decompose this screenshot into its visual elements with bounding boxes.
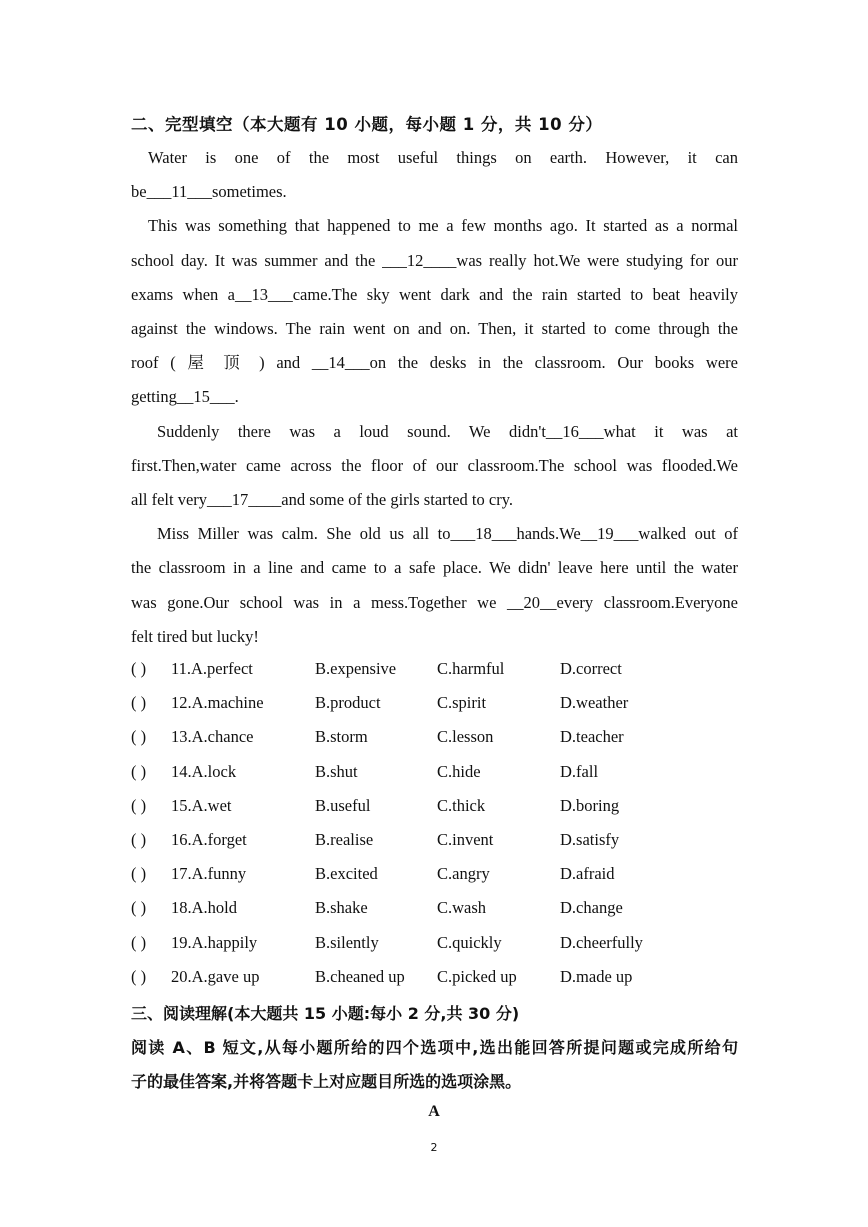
answer-blank: ( ) [131, 898, 147, 918]
option-b: B.storm [315, 727, 368, 747]
answer-blank: ( ) [131, 830, 147, 849]
option-d: D.weather [560, 693, 629, 713]
option-c: C.harmful [437, 659, 505, 678]
passage-line: against the windows. The rain went on and on. Then, it started to come through the [131, 319, 738, 338]
answer-blank: ( ) [131, 864, 147, 884]
answer-blank: ( ) [131, 966, 147, 986]
section3-instruction-line2: 子的最佳答案,并将答题卡上对应题目所选的选项涂黑。 [131, 1072, 522, 1091]
option-c: C.picked up [437, 966, 517, 986]
passage-line: exams when a__13___came.The sky went dark and the rain started to beat heavily [131, 284, 738, 304]
passage-line: was gone.Our school was in a mess.Together we __20__every classroom.Everyone [131, 592, 738, 612]
passage-label: A [428, 1103, 440, 1120]
option-d: D.boring [560, 795, 620, 815]
answer-blank: ( ) [131, 932, 147, 952]
option-c: C.quickly [437, 932, 502, 952]
passage-line: roof ( 屋 顶 ) and __14___on the desks in the classroom. Our books were [131, 353, 738, 373]
passage-line: first.Then,water came across the floor of our classroom.The school was flooded.We [131, 455, 738, 475]
option-d: D.afraid [560, 864, 615, 884]
option-b: B.useful [315, 795, 371, 815]
option-a: 19.A.happily [171, 932, 258, 952]
option-c: C.lesson [437, 727, 494, 747]
option-b: B.shake [315, 898, 368, 918]
option-a: 17.A.funny [171, 864, 247, 884]
passage-line: all felt very___17____and some of the girls started to cry. [131, 490, 513, 509]
option-d: D.fall [560, 761, 599, 781]
option-a: 11.A.perfect [171, 659, 253, 678]
option-d: D.change [560, 898, 623, 918]
passage-line: school day. It was summer and the ___12____was really hot.We were studying for our [131, 250, 738, 270]
option-b: B.shut [315, 761, 358, 781]
passage-line: felt tired but lucky! [131, 626, 259, 646]
passage-line: Water is one of the most useful things on earth. However, it can [148, 148, 738, 167]
answer-blank: ( ) [131, 659, 147, 678]
option-d: D.satisfy [560, 830, 620, 849]
section2-heading: 二、完型填空（本大题有 10 小题，每小题 1 分，共 10 分） [131, 115, 603, 134]
option-a: 18.A.hold [171, 898, 237, 918]
option-c: C.angry [437, 864, 490, 884]
answer-blank: ( ) [131, 795, 147, 815]
option-a: 15.A.wet [171, 795, 232, 815]
option-b: B.cheaned up [315, 966, 405, 986]
passage-line: getting__15___. [131, 387, 239, 407]
passage-line: Miss Miller was calm. She old us all to___18___hands.We__19___walked out of [157, 524, 738, 544]
option-a: 16.A.forget [171, 830, 247, 849]
option-c: C.invent [437, 830, 494, 849]
section3-instruction-line1: 阅读 A、B 短文,从每小题所给的四个选项中,选出能回答所提问题或完成所给句 [131, 1038, 738, 1057]
option-a: 12.A.machine [171, 693, 264, 713]
option-b: B.expensive [315, 659, 397, 678]
option-b: B.excited [315, 864, 378, 884]
answer-blank: ( ) [131, 693, 147, 713]
option-b: B.realise [315, 830, 374, 849]
option-b: B.silently [315, 932, 379, 952]
page-number: 2 [430, 1141, 438, 1154]
option-b: B.product [315, 693, 381, 713]
section3-heading: 三、阅读理解(本大题共 15 小题:每小 2 分,共 30 分) [131, 1004, 520, 1023]
answer-blank: ( ) [131, 761, 147, 781]
option-d: D.teacher [560, 727, 624, 747]
option-c: C.thick [437, 795, 486, 815]
passage-line: This was something that happened to me a few months ago. It started as a normal [148, 216, 738, 236]
passage-line: the classroom in a line and came to a safe place. We didn' leave here until the water [131, 558, 738, 578]
option-c: C.spirit [437, 693, 487, 713]
option-d: D.correct [560, 659, 622, 678]
option-d: D.cheerfully [560, 932, 643, 952]
answer-blank: ( ) [131, 727, 147, 747]
option-a: 20.A.gave up [171, 966, 260, 986]
option-d: D.made up [560, 966, 633, 986]
option-a: 14.A.lock [171, 761, 237, 781]
passage-line: be___11___sometimes. [131, 182, 287, 202]
option-c: C.hide [437, 761, 481, 781]
passage-line: Suddenly there was a loud sound. We didn't__16___what it was at [157, 421, 738, 441]
option-a: 13.A.chance [171, 727, 254, 747]
option-c: C.wash [437, 898, 487, 918]
